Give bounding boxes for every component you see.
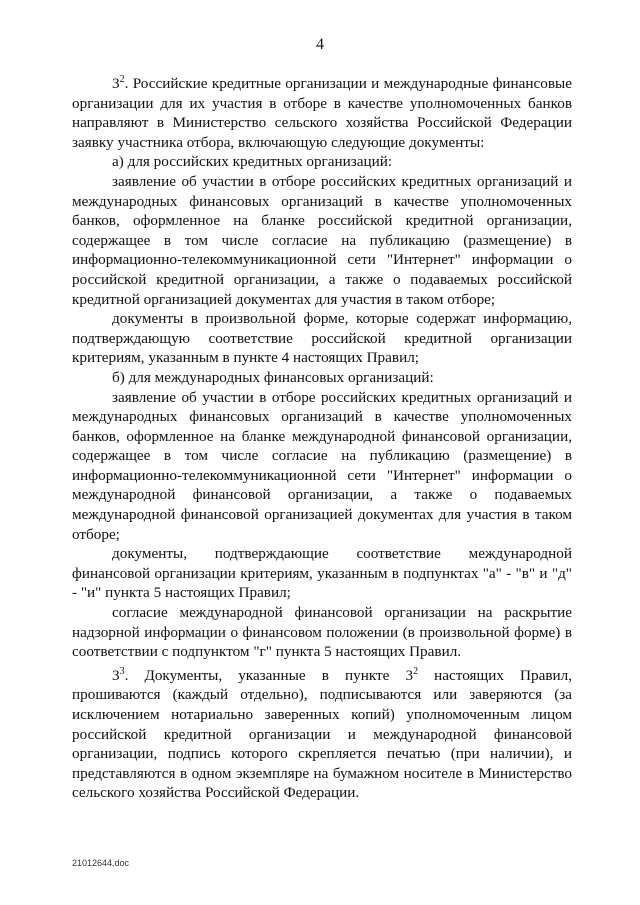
paragraph-text: . Документы, указанные в пункте 3 <box>124 666 414 684</box>
page-number: 4 <box>316 36 324 53</box>
paragraph-application-international: заявление об участии в отборе российских кредитных организаций и международных финансовых организаций в качестве уполномоченных банков, оформленное на бланке международной финансовой организации, содержащее в том числе согласие на публикацию (размещение) в информационно-телекоммуникационной сети "Интернет" информации о международной финансовой организации, а также о подаваемых международной финансовой организацией документах для участия в таком отборе; <box>72 388 572 543</box>
subclause-a-heading: а) для российских кредитных организаций: <box>112 153 393 171</box>
paragraph-text: . Российские кредитные организации и международные финансовые организации для их участия в отборе в качестве уполномоченных банков направляют в Министерство сельского хозяйства Российской Федерации заявку участника отбора, включающую следующие документы: <box>72 75 572 151</box>
clause-number: 3 <box>112 666 120 684</box>
paragraph-consent-international: согласие международной финансовой организации на раскрытие надзорной информации о финансовом положении (в произвольной форме) в соответствии с подпунктом "г" пункта 5 настоящих Правил. <box>72 604 572 661</box>
document-body <box>72 74 572 803</box>
paragraph-documents-russian: документы в произвольной форме, которые содержат информацию, подтверждающую соответствие российской кредитной организации критериям, указанным в пункте 4 настоящих Правил; <box>72 310 572 367</box>
paragraph-text-continued: настоящих Правил, прошиваются (каждый отдельно), подписываются или заверяются (за исключением нотариально заверенных копий) уполномоченным лицом российской кредитной организации и международной финансовой организации, подпись которого скрепляется печатью (при наличии), и представляются в одном экземпляре на бумажном носителе в Министерство сельского хозяйства Российской Федерации. <box>72 666 572 802</box>
clause-superscript: 3 <box>119 665 125 677</box>
clause-superscript: 2 <box>119 73 125 85</box>
reference-superscript: 2 <box>413 665 419 677</box>
document-filename: 21012644.doc <box>72 858 130 868</box>
paragraph-3-2 <box>72 74 572 152</box>
subclause-b-heading: б) для международных финансовых организаций: <box>112 368 434 386</box>
paragraph-application-russian: заявление об участии в отборе российских кредитных организаций и международных финансовых организаций в качестве уполномоченных банков, оформленное на бланке российской кредитной организации, содержащее в том числе согласие на публикацию (размещение) в информационно-телекоммуникационной сети "Интернет" информации о российской кредитной организации, а также о подаваемых российской кредитной организацией документах для участия в таком отборе; <box>72 172 572 308</box>
clause-number: 3 <box>112 75 120 92</box>
paragraph-documents-international: документы, подтверждающие соответствие международной финансовой организации критериям, указанным в подпунктах "а" - "в" и "д" - "и" пункта 5 настоящих Правил; <box>72 545 572 602</box>
paragraph-3-3 <box>72 666 572 803</box>
